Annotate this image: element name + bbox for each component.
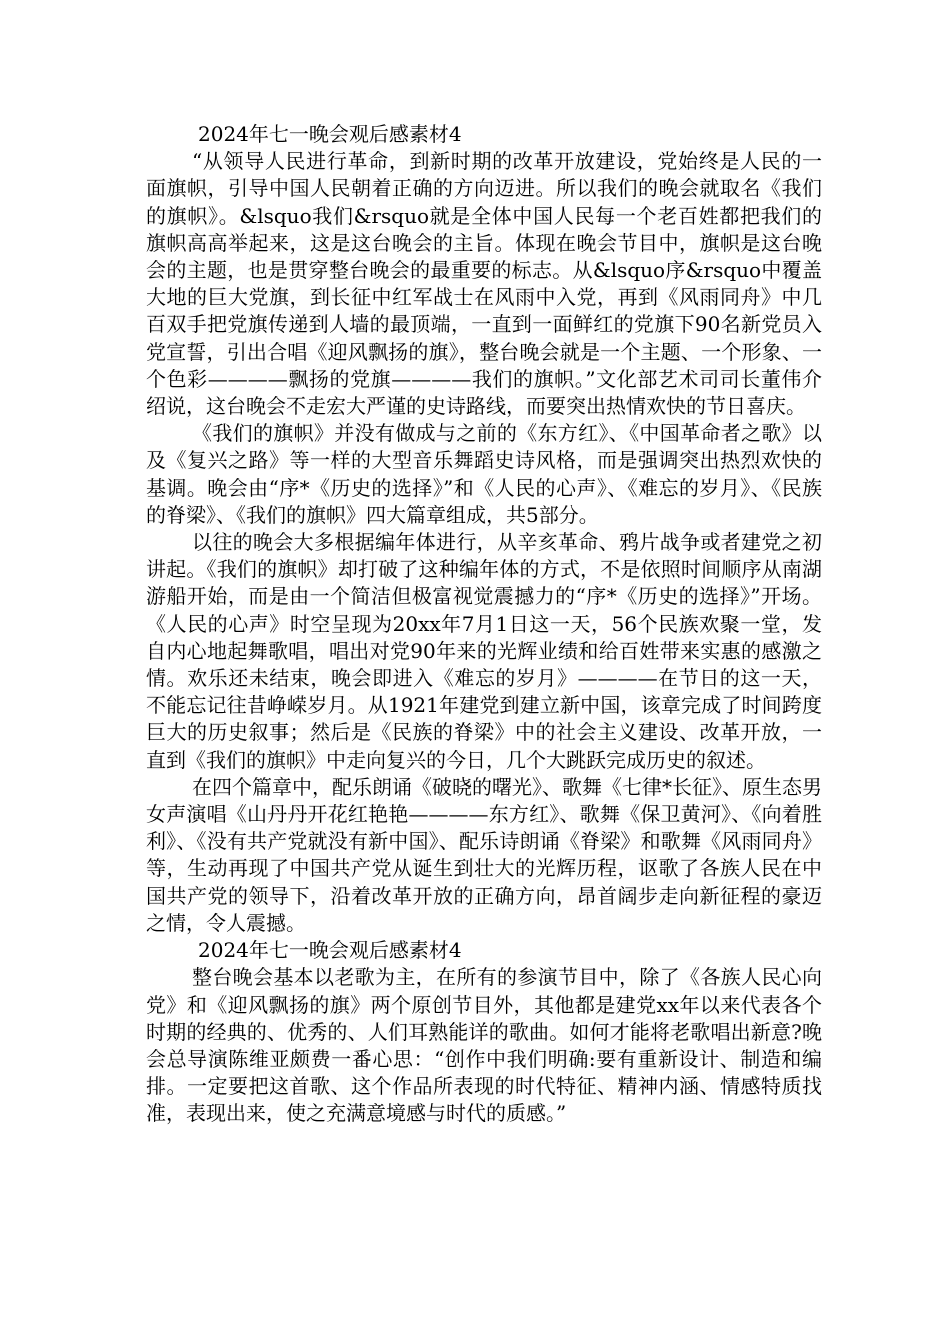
section-heading: 2024年七一晚会观后感素材4 [198, 122, 462, 146]
paragraph: 在四个篇章中，配乐朗诵《破晓的曙光》、歌舞《七律*长征》、原生态男女声演唱《山丹丹开花红艳艳————东方红》、歌舞《保卫黄河》、《向着胜利》、《没有共产党就没有新中国》、配乐诗朗诵《脊梁》和歌舞《风雨同舟》等，生动再现了中国共产党从诞生到壮大的光辉历程，讴歌了各族人民在中国共产党的领导下，沿着改革开放的正确方向，昂首阔步走向新征程的豪迈之情，令人震撼。 [146, 774, 822, 935]
paragraph: 《我们的旗帜》并没有做成与之前的《东方红》、《中国革命者之歌》以及《复兴之路》等一样的大型音乐舞蹈史诗风格，而是强调突出热烈欢快的基调。晚会由“序*《历史的选择》”和《人民的心声》、《难忘的岁月》、《民族的脊梁》、《我们的旗帜》四大篇章组成，共5部分。 [146, 421, 822, 527]
document-body [146, 121, 822, 1128]
paragraph: 整台晚会基本以老歌为主，在所有的参演节目中，除了《各族人民心向党》和《迎风飘扬的旗》两个原创节目外，其他都是建党xx年以来代表各个时期的经典的、优秀的、人们耳熟能详的歌曲。如何才能将老歌唱出新意?晚会总导演陈维亚颇费一番心思：“创作中我们明确:要有重新设计、制造和编排。一定要把这首歌、这个作品所表现的时代特征、精神内涵、情感特质找准，表现出来，使之充满意境感与时代的质感。” [146, 965, 822, 1126]
section-heading: 2024年七一晚会观后感素材4 [198, 938, 462, 963]
paragraph: 以往的晚会大多根据编年体进行，从辛亥革命、鸦片战争或者建党之初讲起。《我们的旗帜》却打破了这种编年体的方式，不是依照时间顺序从南湖游船开始，而是由一个简洁但极富视觉震撼力的“序*《历史的选择》”开场。《人民的心声》时空呈现为20xx年7月1日这一天，56个民族欢聚一堂，发自内心地起舞歌唱，唱出对党90年来的光辉业绩和给百姓带来实惠的感激之情。欢乐还未结束，晚会即进入《难忘的岁月》————在节日的这一天，不能忘记往昔峥嵘岁月。从1921年建党到建立新中国，该章完成了时间跨度巨大的历史叙事；然后是《民族的脊梁》中的社会主义建设、改革开放，一直到《我们的旗帜》中走向复兴的今日，几个大跳跃完成历史的叙述。 [146, 530, 822, 772]
paragraph: “从领导人民进行革命，到新时期的改革开放建设，党始终是人民的一面旗帜，引导中国人民朝着正确的方向迈进。所以我们的晚会就取名《我们的旗帜》。&lsquo我们&rsquo就是全体中国人民每一个老百姓都把我们的旗帜高高举起来，这是这台晚会的主旨。体现在晚会节目中，旗帜是这台晚会的主题，也是贯穿整台晚会的最重要的标志。从&lsquo序&rsquo中覆盖大地的巨大党旗，到长征中红军战士在风雨中入党，再到《风雨同舟》中几百双手把党旗传递到人墙的最顶端，一直到一面鲜红的党旗下90名新党员入党宣誓，引出合唱《迎风飘扬的旗》，整台晚会就是一个主题、一个形象、一个色彩————飘扬的党旗————我们的旗帜。”文化部艺术司司长董伟介绍说，这台晚会不走宏大严谨的史诗路线，而要突出热情欢快的节日喜庆。 [146, 149, 822, 419]
